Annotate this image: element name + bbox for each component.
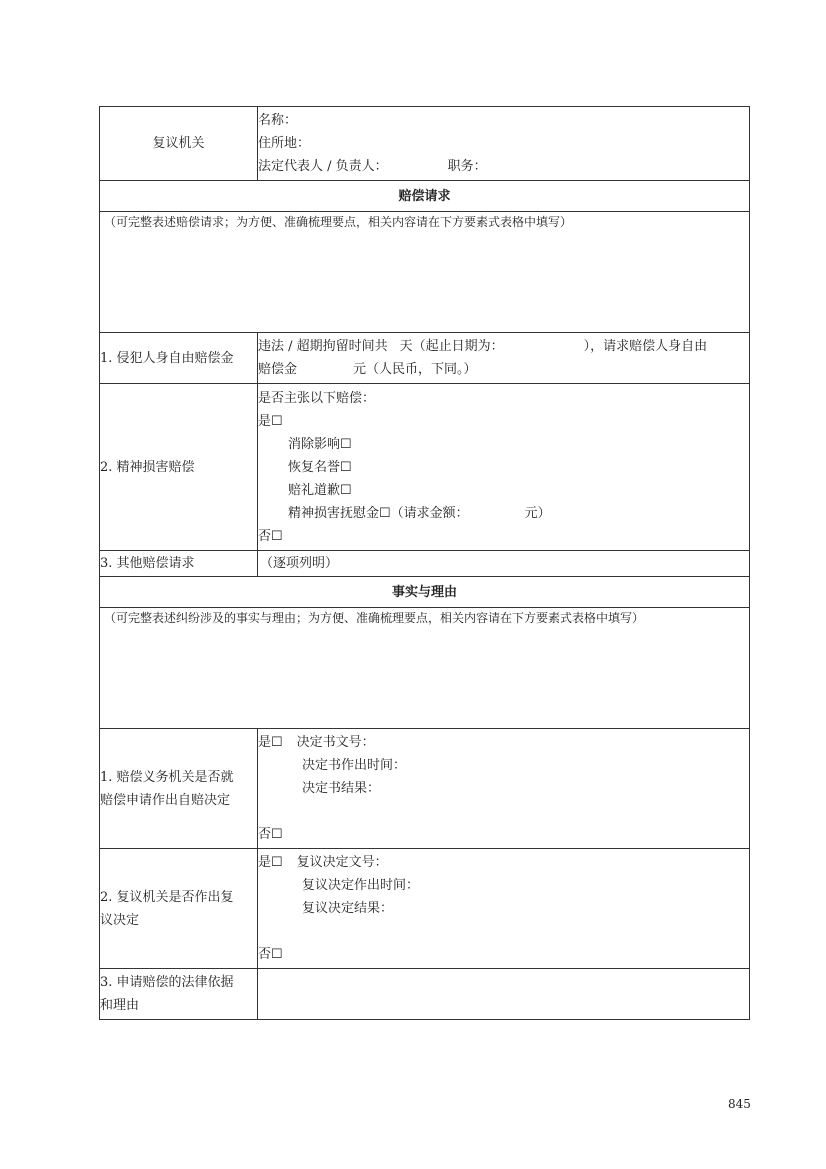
claim-liberty-text: ），请求赔偿人身自由 <box>583 339 708 354</box>
claim-item1-line1 <box>258 335 749 358</box>
fact-item2-no-checkbox[interactable]: 否☐ <box>258 947 283 962</box>
restore-reputation-checkbox[interactable]: 恢复名誉☐ <box>288 459 352 475</box>
fact-item1-value <box>258 729 750 849</box>
fact-item1-yes-checkbox[interactable]: 是☐ <box>258 735 283 750</box>
claims-note-row <box>100 212 750 333</box>
review-org-rep-field: 法定代表人 / 负责人： <box>258 159 388 174</box>
claim-item2-yes-checkbox[interactable]: 是☐ <box>258 413 283 429</box>
fact-item3-label-line2: 和理由 <box>100 998 140 1013</box>
review-org-fields <box>258 107 750 181</box>
review-decision-result-field: 复议决定结果： <box>302 901 394 916</box>
review-org-rep-line <box>258 155 749 178</box>
facts-section-row <box>100 577 750 608</box>
claim-item3-row <box>100 551 750 577</box>
fact-item2-label-line1: 2. 复议机关是否作出复 <box>100 889 234 905</box>
claim-item1-label: 1. 侵犯人身自由赔偿金 <box>100 333 258 384</box>
decision-result-field: 决定书结果： <box>302 781 381 796</box>
claim-item2-question: 是否主张以下赔偿： <box>258 390 376 406</box>
claim-item2-value <box>258 384 750 551</box>
fact-item3-label <box>100 969 258 1020</box>
fact-item1-label <box>100 729 258 849</box>
claim-item2-no-checkbox[interactable]: 否☐ <box>258 528 283 544</box>
claim-item1-value <box>258 333 750 384</box>
detention-dates-text: 天（起止日期为： <box>399 339 504 354</box>
fact-item2-row <box>100 849 750 969</box>
review-org-name-field: 名称： <box>258 113 298 128</box>
review-org-label: 复议机关 <box>100 107 258 181</box>
form-page <box>99 106 749 1020</box>
facts-note-row <box>100 608 750 729</box>
claims-section-title: 赔偿请求 <box>100 181 750 212</box>
review-org-row <box>100 107 750 181</box>
fact-item1-no-checkbox[interactable]: 否☐ <box>258 827 283 842</box>
detention-days-text: 违法 / 超期拘留时间共 <box>258 339 388 354</box>
claims-section-row <box>100 181 750 212</box>
fact-item1-row <box>100 729 750 849</box>
eliminate-effect-checkbox[interactable]: 消除影响☐ <box>288 436 352 452</box>
fact-item2-yes-line <box>258 851 749 874</box>
claim-item3-value: （逐项列明） <box>258 551 750 577</box>
fact-item1-yes-line <box>258 731 749 754</box>
compensation-amount-text: 元（人民币，下同。） <box>353 362 477 377</box>
fact-item2-label <box>100 849 258 969</box>
review-org-address-field: 住所地： <box>258 136 311 151</box>
facts-note: （可完整表述纠纷涉及的事实与理由；为方便、准确梳理要点，相关内容请在下方要素式表格中填写） <box>100 608 750 729</box>
compensation-form-table <box>99 106 750 1020</box>
decision-doc-number-field: 决定书文号： <box>296 735 375 750</box>
claim-item1-line2 <box>258 358 749 381</box>
fact-item3-label-line1: 3. 申请赔偿的法律依据 <box>100 975 234 990</box>
page-number: 845 <box>728 1097 751 1111</box>
fact-item1-label-line1: 1. 赔偿义务机关是否就 <box>100 769 234 785</box>
fact-item3-row <box>100 969 750 1020</box>
review-decision-number-field: 复议决定文号： <box>296 855 388 870</box>
claim-item3-label: 3. 其他赔偿请求 <box>100 551 258 577</box>
facts-section-title: 事实与理由 <box>100 577 750 608</box>
claims-note: （可完整表述赔偿请求；为方便、准确梳理要点，相关内容请在下方要素式表格中填写） <box>100 212 750 333</box>
compensation-label: 赔偿金 <box>258 362 298 377</box>
claim-item2-row <box>100 384 750 551</box>
fact-item2-label-line2: 议决定 <box>100 912 140 928</box>
fact-item2-yes-checkbox[interactable]: 是☐ <box>258 855 283 870</box>
apology-checkbox[interactable]: 赔礼道歉☐ <box>288 482 352 498</box>
consolation-money-line <box>258 502 749 525</box>
claim-item2-label: 2. 精神损害赔偿 <box>100 384 258 551</box>
fact-item1-label-line2: 赔偿申请作出自赔决定 <box>100 792 231 808</box>
consolation-money-unit: 元） <box>524 505 551 521</box>
review-org-position-field: 职务： <box>447 159 487 174</box>
consolation-money-checkbox[interactable]: 精神损害抚慰金☐（请求金额： <box>288 505 469 521</box>
legal-basis-field[interactable] <box>258 969 750 1020</box>
fact-item2-value <box>258 849 750 969</box>
decision-date-field: 决定书作出时间： <box>302 758 407 773</box>
claim-item1-row <box>100 333 750 384</box>
review-decision-date-field: 复议决定作出时间： <box>302 878 420 893</box>
